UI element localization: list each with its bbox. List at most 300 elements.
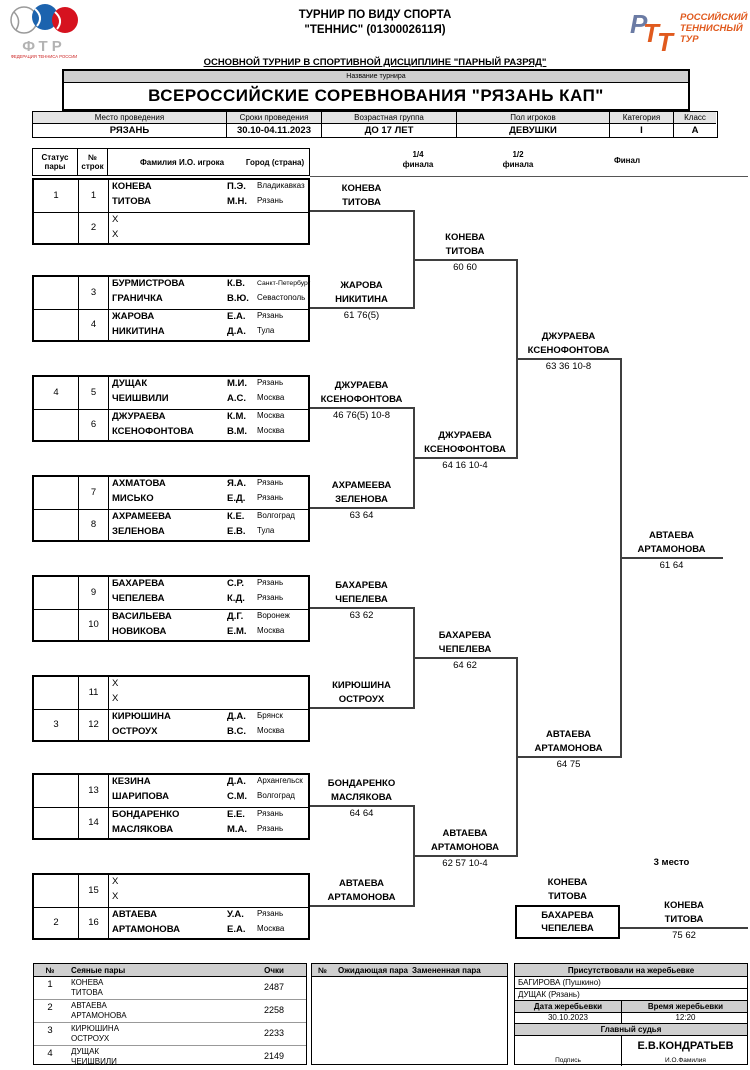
pair-status xyxy=(34,510,79,541)
draw-info-table xyxy=(514,963,748,1065)
column-header-player: Фамилия И.О. игрока xyxy=(139,158,225,167)
player-initials: К.Е. xyxy=(227,510,245,522)
draw-signature-row xyxy=(515,1036,747,1066)
player-city: Рязань xyxy=(257,823,284,833)
player-line xyxy=(109,293,308,308)
draw-present-1: БАГИРОВА (Пушкино) xyxy=(515,977,747,989)
winner-name-line1: КОНЕВА xyxy=(445,232,485,243)
pair-status xyxy=(34,610,79,641)
player-line xyxy=(109,478,308,493)
pair-status xyxy=(34,477,79,509)
team-row xyxy=(34,509,308,541)
winner-name-line1: ЖАРОВА xyxy=(340,280,383,291)
seed-number: 4 xyxy=(47,1048,53,1059)
team-players xyxy=(109,377,308,409)
pair-status xyxy=(34,410,79,441)
match-score: 63 36 10-8 xyxy=(545,361,592,372)
pair-status xyxy=(34,875,79,907)
team-row xyxy=(34,409,308,441)
seeded-header-pairs: Сеяные пары xyxy=(71,966,126,975)
winner-label xyxy=(620,529,723,556)
winner-name-line2: ТИТОВА xyxy=(342,196,381,208)
winner-name-line1: БАХАРЕВА xyxy=(438,630,492,641)
bracket-line xyxy=(310,210,414,212)
player-line xyxy=(109,626,308,641)
bracket-line xyxy=(413,259,517,261)
match-score: 64 16 10-4 xyxy=(442,460,488,471)
column-header-quarterfinal xyxy=(388,150,448,170)
winner-name-line2: АРТАМОНОВА xyxy=(431,841,499,853)
player-city: Рязань xyxy=(257,808,284,818)
player-surname: НОВИКОВА xyxy=(112,625,167,637)
player-line xyxy=(109,593,308,608)
seed-player1: КОНЕВА xyxy=(71,978,104,987)
player-line xyxy=(109,181,308,196)
player-surname: МИСЬКО xyxy=(112,493,154,504)
player-city: Севастополь xyxy=(257,293,306,302)
column-header-num-l1: № xyxy=(88,153,97,162)
winner-name-line2: ТИТОВА xyxy=(445,245,485,257)
player-surname: ВАСИЛЬЕВА xyxy=(112,610,172,622)
player-line xyxy=(109,378,308,393)
team-players xyxy=(109,277,311,309)
seeded-header-num: № xyxy=(45,966,55,975)
waiting-header-row xyxy=(312,964,507,977)
winner-label xyxy=(413,429,517,456)
pair-status xyxy=(34,277,79,309)
bracket-line xyxy=(310,905,414,907)
winner-name-line2: ЗЕЛЕНОВА xyxy=(335,493,388,505)
team-players xyxy=(109,180,308,212)
player-initials: В.М. xyxy=(227,425,248,437)
tournament-name-label: Название турнира xyxy=(64,71,688,83)
row-number: 5 xyxy=(79,377,109,409)
row-number: 1 xyxy=(79,180,109,212)
player-city: Рязань xyxy=(257,310,284,320)
player-initials: А.С. xyxy=(227,393,246,404)
column-header-semifinal xyxy=(488,150,548,170)
ftr-logo xyxy=(8,4,88,65)
winner-name-line1: БОНДАРЕНКО xyxy=(327,778,396,789)
player-line xyxy=(109,196,308,211)
third-entrant1-line2: ТИТОВА xyxy=(548,890,587,902)
player-initials: М.А. xyxy=(227,823,248,835)
info-header-place: Место проведения xyxy=(33,112,226,124)
player-surname: ДЖУРАЕВА xyxy=(112,410,166,422)
team-row xyxy=(34,907,308,939)
qf-header-l1: 1/4 xyxy=(412,150,424,159)
player-line xyxy=(109,791,308,806)
pair-status xyxy=(34,808,79,839)
player-city: Рязань xyxy=(257,578,284,587)
player-initials: М.И. xyxy=(227,378,248,389)
player-city: Тула xyxy=(257,325,275,335)
player-surname: ШАРИПОВА xyxy=(112,791,170,802)
header-underline xyxy=(310,176,748,177)
third-place-line xyxy=(620,927,748,929)
winner-label xyxy=(310,579,413,606)
seed-pair xyxy=(71,1047,117,1067)
third-place-title: 3 место xyxy=(653,857,690,868)
player-surname: АВТАЕВА xyxy=(112,908,158,920)
sport-title-line2: "ТЕННИС" (0130002611Я) xyxy=(304,24,446,36)
info-header-gender: Пол игроков xyxy=(456,112,609,124)
player-line xyxy=(109,426,308,441)
rtt-logo-svg xyxy=(630,6,750,56)
winner-label xyxy=(310,777,413,804)
player-city: Рязань xyxy=(257,478,284,487)
seeded-row xyxy=(34,977,306,1000)
player-city: Рязань xyxy=(257,378,284,387)
tournament-name: ВСЕРОССИЙСКИЕ СОРЕВНОВАНИЯ "РЯЗАНЬ КАП" xyxy=(148,86,604,105)
player-surname: X xyxy=(112,693,119,704)
player-surname: БУРМИСТРОВА xyxy=(112,278,185,289)
row-number: 8 xyxy=(79,510,109,541)
seeded-pairs-table xyxy=(33,963,307,1065)
player-surname: ТИТОВА xyxy=(112,196,151,207)
seed-pair xyxy=(71,978,103,998)
bracket-line xyxy=(310,407,414,409)
winner-name-line1: АХРАМЕЕВА xyxy=(331,480,392,491)
player-surname: ДУЩАК xyxy=(112,378,148,389)
player-city: Волгоград xyxy=(257,791,295,800)
waiting-header-replaced: Замененная пара xyxy=(412,966,481,975)
pair-status: 3 xyxy=(34,710,79,741)
info-value-place: РЯЗАНЬ xyxy=(109,125,150,136)
info-value-row xyxy=(33,124,717,137)
seed-points: 2258 xyxy=(263,1005,285,1015)
winner-name-line1: АВТАЕВА xyxy=(442,828,488,839)
team-players xyxy=(109,775,308,807)
team-players xyxy=(109,908,308,939)
player-city: Воронеж xyxy=(257,610,290,620)
row-number: 16 xyxy=(79,908,109,939)
draw-time-label: Время жеребьевки xyxy=(621,1001,749,1012)
seeded-row xyxy=(34,1046,306,1068)
player-line xyxy=(109,824,308,839)
player-line xyxy=(109,611,308,626)
sport-title-line1: ТУРНИР ПО ВИДУ СПОРТА xyxy=(298,9,452,21)
winner-name-line1: КОНЕВА xyxy=(341,183,382,194)
team-row xyxy=(34,377,308,409)
row-number: 4 xyxy=(79,310,109,341)
info-header-row xyxy=(33,112,717,124)
draw-date-time-header xyxy=(515,1001,747,1013)
player-surname: АРТАМОНОВА xyxy=(112,923,180,935)
bracket-line xyxy=(413,657,517,659)
team-row xyxy=(34,609,308,641)
player-surname: КЕЗИНА xyxy=(112,776,151,787)
draw-present-2: ДУЩАК (Рязань) xyxy=(515,989,747,1001)
column-header-status xyxy=(33,149,78,175)
pair-status xyxy=(34,213,79,244)
player-initials: К.М. xyxy=(227,410,246,422)
info-header-class: Класс xyxy=(673,112,716,124)
team-row xyxy=(34,807,308,839)
pair-box xyxy=(32,873,310,940)
winner-name-line2: МАСЛЯКОВА xyxy=(330,791,393,803)
player-line xyxy=(109,726,308,741)
seed-player2: ТИТОВА xyxy=(71,988,103,997)
ftr-logo-subtext: ФЕДЕРАЦИЯ ТЕННИСА РОССИИ xyxy=(10,54,78,59)
winner-label xyxy=(516,330,621,357)
team-players xyxy=(109,477,308,509)
player-initials: Е.Д. xyxy=(227,493,246,504)
team-players xyxy=(109,577,308,609)
player-city: Москва xyxy=(257,425,285,435)
player-initials: Е.В. xyxy=(227,525,246,537)
player-initials: В.С. xyxy=(227,725,246,737)
player-line xyxy=(109,776,308,791)
player-city: Москва xyxy=(257,393,285,402)
winner-name-line1: АВТАЕВА xyxy=(545,729,591,740)
player-surname: X xyxy=(112,213,119,225)
seed-number: 2 xyxy=(47,1002,53,1013)
rtt-text-1: РОССИЙСКИЙ xyxy=(680,12,748,23)
player-line xyxy=(109,311,308,326)
player-initials: С.Р. xyxy=(227,578,245,589)
team-row xyxy=(34,577,308,609)
match-score: 64 64 xyxy=(349,808,374,819)
player-line xyxy=(109,891,308,906)
player-surname: АХМАТОВА xyxy=(112,478,166,489)
player-line xyxy=(109,393,308,408)
player-line xyxy=(109,924,308,939)
team-row xyxy=(34,277,311,309)
player-line xyxy=(109,711,308,726)
pair-box xyxy=(32,375,310,442)
rtt-letter-r: Р xyxy=(630,9,648,39)
row-number: 10 xyxy=(79,610,109,641)
pair-box xyxy=(32,773,310,840)
match-score: 46 76(5) 10-8 xyxy=(332,410,391,421)
winner-label xyxy=(310,877,413,904)
player-surname: X xyxy=(112,678,119,689)
seed-number: 1 xyxy=(47,979,53,990)
winner-label xyxy=(413,629,517,656)
winner-name-line2: КСЕНОФОНТОВА xyxy=(527,344,610,356)
winner-label xyxy=(310,479,413,506)
team-players xyxy=(109,410,308,441)
winner-label xyxy=(310,182,413,209)
info-value-class: А xyxy=(673,124,716,137)
info-value-dates: 30.10-04.11.2023 xyxy=(226,124,321,137)
seeded-row xyxy=(34,1000,306,1023)
player-surname: ЖАРОВА xyxy=(112,310,155,322)
winner-name-line1: БАХАРЕВА xyxy=(335,580,388,591)
player-initials: Я.А. xyxy=(227,478,246,489)
pair-box xyxy=(32,575,310,642)
match-score: 60 60 xyxy=(453,262,477,273)
winner-name-line2: ЧЕПЕЛЕВА xyxy=(438,643,492,655)
player-line xyxy=(109,511,308,526)
winner-name-line2: НИКИТИНА xyxy=(335,293,388,305)
third-place-entrant2-box xyxy=(515,905,620,939)
bracket-line xyxy=(413,457,517,459)
player-line xyxy=(109,278,311,293)
bracket-line xyxy=(413,855,517,857)
team-row xyxy=(34,180,308,212)
judge-name-hint: И.О.Фамилия xyxy=(665,1057,706,1064)
winner-name-line2: АРТАМОНОВА xyxy=(637,543,706,555)
team-row xyxy=(34,677,308,709)
player-surname: ЧЕПЕЛЕВА xyxy=(112,593,165,604)
player-line xyxy=(109,493,308,508)
seed-player1: КИРЮШИНА xyxy=(71,1024,120,1033)
column-header-num-l2: строк xyxy=(81,162,104,171)
pair-box xyxy=(32,475,310,542)
player-surname: НИКИТИНА xyxy=(112,325,165,337)
seed-player1: АВТАЕВА xyxy=(71,1001,107,1010)
third-winner-line1: КОНЕВА xyxy=(664,900,704,911)
waiting-header-num: № xyxy=(318,966,327,975)
third-winner-line2: ТИТОВА xyxy=(664,913,704,925)
ftr-logo-text: ФТР xyxy=(22,38,66,55)
player-surname: КСЕНОФОНТОВА xyxy=(112,425,194,437)
info-table xyxy=(32,111,718,138)
rtt-letter-t1: Т xyxy=(643,18,659,48)
player-line xyxy=(109,876,308,891)
seed-player1: ДУЩАК xyxy=(71,1047,100,1056)
player-surname: КИРЮШИНА xyxy=(112,710,171,722)
rtt-letter-t2: Т xyxy=(657,27,673,56)
player-initials: Е.М. xyxy=(227,625,247,637)
player-surname: X xyxy=(112,228,119,240)
team-players xyxy=(109,808,308,839)
winner-label xyxy=(310,379,413,406)
pair-status: 2 xyxy=(34,908,79,939)
seed-points: 2149 xyxy=(263,1051,285,1061)
player-initials: М.Н. xyxy=(227,196,248,207)
winner-name-line2: ОСТРОУХ xyxy=(338,693,385,705)
winner-name-line1: ДЖУРАЕВА xyxy=(438,430,492,441)
winner-label xyxy=(413,231,517,258)
match-score: 63 62 xyxy=(349,610,374,621)
bracket-line xyxy=(516,358,621,360)
team-row xyxy=(34,212,308,244)
player-line xyxy=(109,678,308,693)
winner-label xyxy=(516,728,621,755)
seeded-header-points: Очки xyxy=(264,966,284,975)
sf-header-l2: финала xyxy=(502,160,534,169)
pair-box xyxy=(32,675,310,742)
player-city: Архангельск xyxy=(257,776,303,785)
player-line xyxy=(109,214,308,229)
seeded-row xyxy=(34,1023,306,1046)
player-initials: П.Э. xyxy=(227,181,246,192)
player-city: Москва xyxy=(257,625,285,635)
qf-header-l2: финала xyxy=(402,160,434,169)
player-surname: X xyxy=(112,876,119,887)
pair-box xyxy=(32,275,310,342)
bracket-line xyxy=(310,607,414,609)
winner-name-line2: ЧЕПЕЛЕВА xyxy=(335,593,388,605)
row-number: 7 xyxy=(79,477,109,509)
row-number: 6 xyxy=(79,410,109,441)
draw-time-value: 12:20 xyxy=(621,1013,749,1023)
team-row xyxy=(34,309,308,341)
info-value-gender: ДЕВУШКИ xyxy=(456,124,609,137)
match-score: 64 75 xyxy=(556,759,581,770)
player-initials: Д.А. xyxy=(227,710,246,722)
info-header-category: Категория xyxy=(609,112,673,124)
player-line xyxy=(109,909,308,924)
team-players xyxy=(109,677,308,709)
winner-name-line1: ДЖУРАЕВА xyxy=(541,331,596,342)
player-surname: МАСЛЯКОВА xyxy=(112,823,174,835)
player-city: Санкт-Петербург xyxy=(257,280,311,287)
seed-pair xyxy=(71,1024,119,1044)
team-row xyxy=(34,775,308,807)
player-city: Москва xyxy=(257,725,285,735)
info-header-age: Возрастная группа xyxy=(321,112,456,124)
winner-name-line2: КСЕНОФОНТОВА xyxy=(320,393,403,405)
pair-status: 1 xyxy=(34,180,79,212)
player-line xyxy=(109,809,308,824)
winner-name-line2: АРТАМОНОВА xyxy=(534,742,603,754)
team-players xyxy=(109,510,308,541)
winner-name-line2: АРТАМОНОВА xyxy=(327,891,396,903)
player-surname: ОСТРОУХ xyxy=(112,725,158,737)
pair-status: 4 xyxy=(34,377,79,409)
signature-label: Подпись xyxy=(555,1057,581,1064)
row-number: 12 xyxy=(79,710,109,741)
player-initials: Д.Г. xyxy=(227,610,244,622)
team-row xyxy=(34,477,308,509)
sf-header-l1: 1/2 xyxy=(512,150,524,159)
player-surname: АХРАМЕЕВА xyxy=(112,510,172,522)
seeded-header-row xyxy=(34,964,306,977)
player-city: Рязань xyxy=(257,908,284,918)
row-number: 9 xyxy=(79,577,109,609)
draw-date-value: 30.10.2023 xyxy=(547,1013,589,1022)
player-city: Рязань xyxy=(257,493,284,502)
draw-judge-header: Главный судья xyxy=(515,1024,747,1036)
player-surname: КОНЕВА xyxy=(112,181,152,192)
player-surname: ЗЕЛЕНОВА xyxy=(112,525,165,537)
winner-name-line2: КСЕНОФОНТОВА xyxy=(424,443,506,455)
draw-present-header: Присутствовали на жеребьевке xyxy=(515,964,747,977)
info-value-age: ДО 17 ЛЕТ xyxy=(321,124,456,137)
third-entrant2-line2: ЧЕПЕЛЕВА xyxy=(541,923,594,934)
winner-label xyxy=(310,279,413,306)
rtt-text-2: ТЕННИСНЫЙ xyxy=(680,23,743,34)
pair-status xyxy=(34,775,79,807)
team-players xyxy=(109,213,308,244)
player-line xyxy=(109,526,308,541)
bracket-line xyxy=(620,557,723,559)
draw-date-time-values xyxy=(515,1013,747,1024)
player-initials: Е.Е. xyxy=(227,808,245,820)
player-surname: ЧЕИШВИЛИ xyxy=(112,393,169,404)
info-value-category: I xyxy=(609,124,673,137)
match-score: 64 62 xyxy=(453,660,477,671)
judge-name: Е.В.КОНДРАТЬЕВ xyxy=(637,1040,734,1052)
player-surname: БАХАРЕВА xyxy=(112,578,165,589)
third-place-score: 75 62 xyxy=(672,930,696,941)
winner-label xyxy=(413,827,517,854)
third-place-entrant1 xyxy=(515,876,620,903)
winner-name-line1: АВТАЕВА xyxy=(338,878,384,889)
team-row xyxy=(34,709,308,741)
third-place-winner xyxy=(620,899,748,926)
column-header-city: Город (страна) xyxy=(245,158,305,167)
player-line xyxy=(109,326,308,341)
column-header-final: Финал xyxy=(613,156,641,165)
column-header-status-l2: пары xyxy=(44,162,66,171)
match-score: 62 57 10-4 xyxy=(442,858,488,869)
team-players xyxy=(109,710,308,741)
